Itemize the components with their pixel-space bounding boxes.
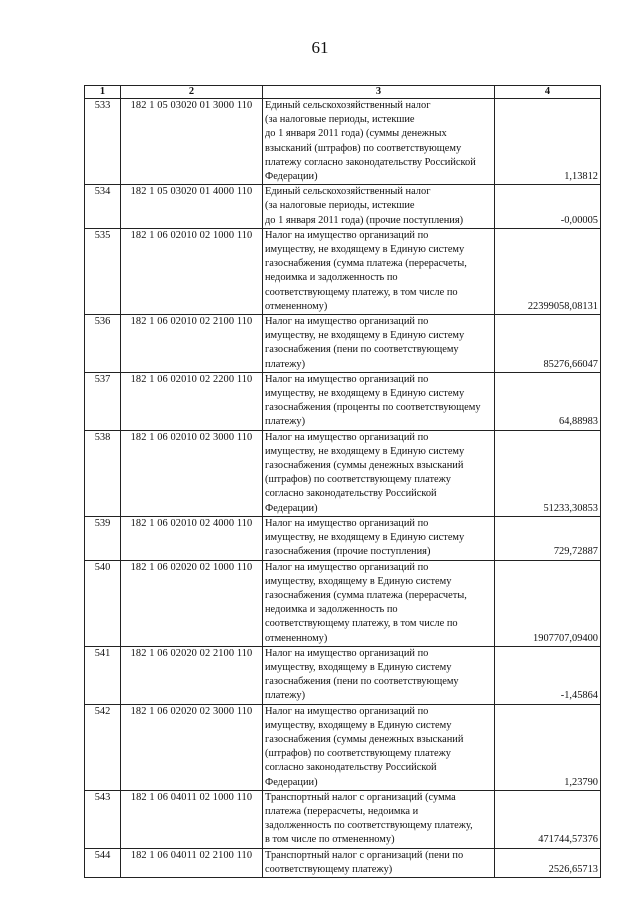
- description-line: Налог на имущество организаций по: [265, 561, 429, 573]
- table-row: [85, 848, 601, 877]
- budget-code: 182 1 05 03020 01 3000 110: [121, 99, 263, 185]
- description-line: газоснабжения (прочие поступления): [265, 546, 431, 558]
- column-header: 3: [263, 86, 495, 99]
- description-line: задолженность по соответствующему платежу,: [265, 820, 473, 832]
- income-description: [263, 372, 495, 430]
- description-line: соответствующему платежу, в том числе по: [265, 286, 458, 298]
- amount-value: 471744,57376: [495, 790, 601, 848]
- description-line: Налог на имущество организаций по: [265, 647, 429, 659]
- income-description: [263, 185, 495, 229]
- income-description: [263, 99, 495, 185]
- description-line: (штрафов) по соответствующему платежу: [265, 474, 451, 486]
- income-description: [263, 848, 495, 877]
- table-row: [85, 228, 601, 314]
- income-description: [263, 704, 495, 790]
- description-line: имуществу, не входящему в Единую систему: [265, 244, 465, 256]
- budget-code: 182 1 05 03020 01 4000 110: [121, 185, 263, 229]
- budget-code: 182 1 06 02020 02 1000 110: [121, 560, 263, 646]
- description-line: (за налоговые периоды, истекшие: [265, 200, 415, 212]
- description-line: газоснабжения (сумма платежа (перерасчеты,: [265, 258, 467, 270]
- description-line: Налог на имущество организаций по: [265, 373, 429, 385]
- table-row: [85, 372, 601, 430]
- amount-value: 1,23790: [495, 704, 601, 790]
- description-line: платежа (перерасчеты, недоимка и: [265, 805, 419, 817]
- income-description: [263, 646, 495, 704]
- description-line: имуществу, не входящему в Единую систему: [265, 532, 465, 544]
- description-line: до 1 января 2011 года) (суммы денежных: [265, 128, 447, 140]
- description-line: согласно законодательству Российской: [265, 488, 437, 500]
- description-line: отмененному): [265, 632, 328, 644]
- table-row: [85, 185, 601, 229]
- table-row: [85, 704, 601, 790]
- table-row: [85, 646, 601, 704]
- description-line: газоснабжения (суммы денежных взысканий: [265, 733, 464, 745]
- column-header: 2: [121, 86, 263, 99]
- description-line: газоснабжения (пени по соответствующему: [265, 676, 459, 688]
- table-row: [85, 560, 601, 646]
- description-line: Федерации): [265, 502, 318, 514]
- description-line: соответствующему платежу, в том числе по: [265, 618, 458, 630]
- row-number: 544: [85, 848, 121, 877]
- amount-value: 22399058,08131: [495, 228, 601, 314]
- budget-code: 182 1 06 04011 02 2100 110: [121, 848, 263, 877]
- income-description: [263, 228, 495, 314]
- budget-code: 182 1 06 02010 02 1000 110: [121, 228, 263, 314]
- table-header-row: [85, 86, 601, 99]
- row-number: 536: [85, 315, 121, 373]
- income-description: [263, 790, 495, 848]
- income-description: [263, 516, 495, 560]
- amount-value: 85276,66047: [495, 315, 601, 373]
- description-line: Единый сельскохозяйственный налог: [265, 186, 431, 198]
- row-number: 534: [85, 185, 121, 229]
- row-number: 533: [85, 99, 121, 185]
- description-line: платежу): [265, 690, 306, 702]
- description-line: (за налоговые периоды, истекшие: [265, 114, 415, 126]
- description-line: Транспортный налог с организаций (пени по: [265, 849, 464, 861]
- description-line: имуществу, входящему в Единую систему: [265, 575, 452, 587]
- description-line: газоснабжения (проценты по соответствующему: [265, 402, 481, 414]
- description-line: Федерации): [265, 171, 318, 183]
- row-number: 542: [85, 704, 121, 790]
- description-line: Транспортный налог с организаций (сумма: [265, 791, 456, 803]
- table-body: [85, 99, 601, 878]
- description-line: платежу согласно законодательству Российской: [265, 156, 476, 168]
- description-line: до 1 января 2011 года) (прочие поступления): [265, 214, 464, 226]
- amount-value: 1907707,09400: [495, 560, 601, 646]
- description-line: (штрафов) по соответствующему платежу: [265, 748, 451, 760]
- table-row: [85, 516, 601, 560]
- row-number: 537: [85, 372, 121, 430]
- row-number: 540: [85, 560, 121, 646]
- description-line: газоснабжения (сумма платежа (перерасчеты,: [265, 589, 467, 601]
- description-line: Налог на имущество организаций по: [265, 431, 429, 443]
- budget-code: 182 1 06 02010 02 3000 110: [121, 430, 263, 516]
- description-line: Налог на имущество организаций по: [265, 705, 429, 717]
- column-header: 4: [495, 86, 601, 99]
- amount-value: 64,88983: [495, 372, 601, 430]
- table-row: [85, 430, 601, 516]
- description-line: имуществу, входящему в Единую систему: [265, 719, 452, 731]
- row-number: 538: [85, 430, 121, 516]
- row-number: 541: [85, 646, 121, 704]
- description-line: Единый сельскохозяйственный налог: [265, 100, 431, 111]
- row-number: 539: [85, 516, 121, 560]
- description-line: Налог на имущество организаций по: [265, 517, 429, 529]
- description-line: газоснабжения (суммы денежных взысканий: [265, 460, 464, 472]
- description-line: имуществу, входящему в Единую систему: [265, 661, 452, 673]
- description-line: платежу): [265, 416, 306, 428]
- amount-value: 51233,30853: [495, 430, 601, 516]
- income-description: [263, 315, 495, 373]
- budget-code: 182 1 06 02010 02 2200 110: [121, 372, 263, 430]
- column-header: 1: [85, 86, 121, 99]
- budget-code: 182 1 06 02010 02 2100 110: [121, 315, 263, 373]
- amount-value: -0,00005: [495, 185, 601, 229]
- description-line: взысканий (штрафов) по соответствующему: [265, 142, 462, 154]
- row-number: 535: [85, 228, 121, 314]
- description-line: отмененному): [265, 300, 328, 312]
- description-line: недоимка и задолженность по: [265, 272, 398, 284]
- table-row: [85, 315, 601, 373]
- revenue-table: [84, 85, 601, 878]
- description-line: соответствующему платежу): [265, 863, 393, 875]
- budget-code: 182 1 06 02020 02 2100 110: [121, 646, 263, 704]
- description-line: Налог на имущество организаций по: [265, 229, 429, 241]
- amount-value: 1,13812: [495, 99, 601, 185]
- income-description: [263, 430, 495, 516]
- budget-code: 182 1 06 02020 02 3000 110: [121, 704, 263, 790]
- description-line: в том числе по отмененному): [265, 834, 395, 846]
- table-row: [85, 790, 601, 848]
- description-line: Федерации): [265, 776, 318, 788]
- row-number: 543: [85, 790, 121, 848]
- income-description: [263, 560, 495, 646]
- description-line: недоимка и задолженность по: [265, 604, 398, 616]
- amount-value: -1,45864: [495, 646, 601, 704]
- budget-code: 182 1 06 02010 02 4000 110: [121, 516, 263, 560]
- description-line: имуществу, не входящему в Единую систему: [265, 445, 465, 457]
- description-line: Налог на имущество организаций по: [265, 316, 429, 328]
- amount-value: 2526,65713: [495, 848, 601, 877]
- description-line: имуществу, не входящему в Единую систему: [265, 388, 465, 400]
- description-line: согласно законодательству Российской: [265, 762, 437, 774]
- amount-value: 729,72887: [495, 516, 601, 560]
- description-line: имуществу, не входящему в Единую систему: [265, 330, 465, 342]
- page-number: 61: [311, 38, 329, 57]
- description-line: газоснабжения (пени по соответствующему: [265, 344, 459, 356]
- budget-code: 182 1 06 04011 02 1000 110: [121, 790, 263, 848]
- table-row: [85, 99, 601, 185]
- description-line: платежу): [265, 358, 306, 370]
